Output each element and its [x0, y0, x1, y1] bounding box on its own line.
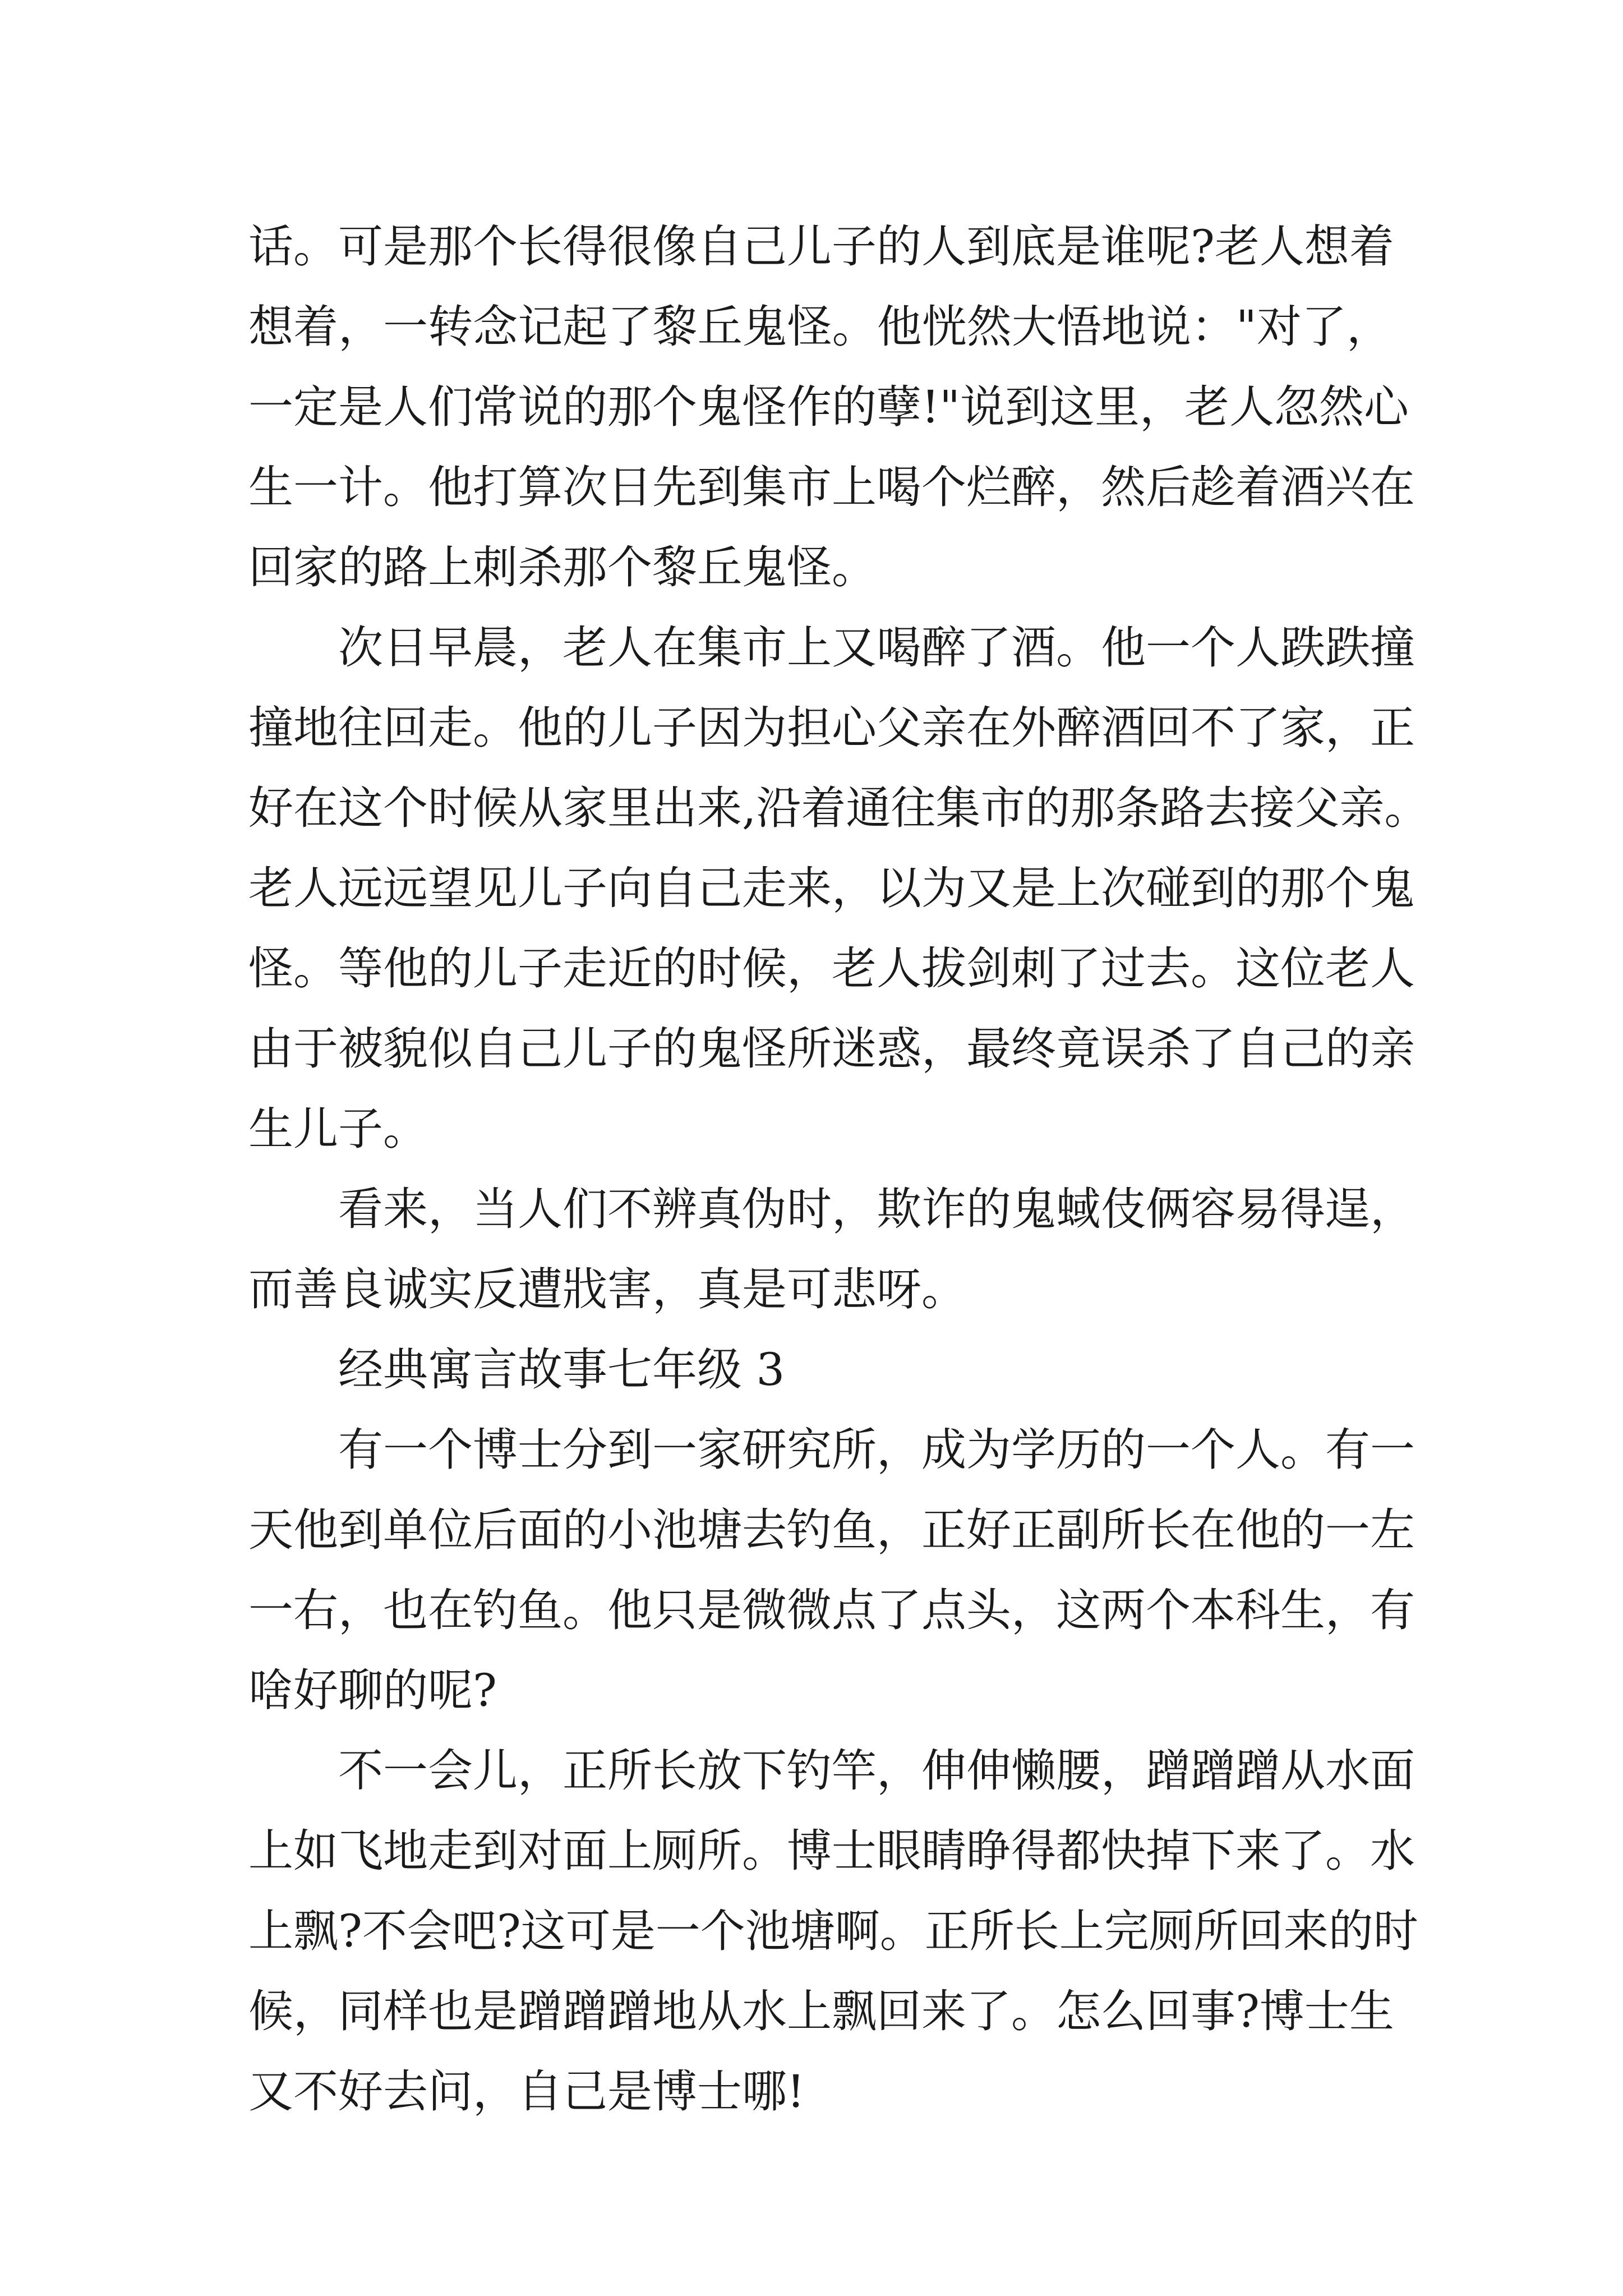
text-line: 天他到单位后面的小池塘去钓鱼，正好正副所长在他的一左 [248, 1504, 1415, 1556]
text-line: 想着，一转念记起了黎丘鬼怪。他恍然大悟地说："对了， [248, 301, 1391, 353]
text-line: 好在这个时候从家里出来,沿着通往集市的那条路去接父亲。 [248, 782, 1430, 834]
text-line: 上如飞地走到对面上厕所。博士眼睛睁得都快掉下来了。水 [248, 1825, 1415, 1877]
text-line: 生儿子。 [248, 1103, 428, 1155]
text-line: 怪。等他的儿子走近的时候，老人拔剑刺了过去。这位老人 [248, 942, 1415, 995]
text-line: 老人远远望见儿子向自己走来，以为又是上次碰到的那个鬼 [248, 862, 1415, 914]
paragraph-first-line: 有一个博士分到一家研究所，成为学历的一个人。有一 [338, 1424, 1415, 1476]
paragraph-first-line: 次日早晨，老人在集市上又喝醉了酒。他一个人跌跌撞 [338, 622, 1415, 674]
paragraph-first-line: 不一会儿，正所长放下钓竿，伸伸懒腰，蹭蹭蹭从水面 [338, 1745, 1415, 1797]
text-line: 一定是人们常说的那个鬼怪作的孽!"说到这里，老人忽然心 [248, 381, 1409, 433]
text-line: 生一计。他打算次日先到集市上喝个烂醉，然后趁着酒兴在 [248, 461, 1415, 513]
text-line: 撞地往回走。他的儿子因为担心父亲在外醉酒回不了家，正 [248, 702, 1415, 754]
text-line: 回家的路上刺杀那个黎丘鬼怪。 [248, 541, 877, 593]
text-line: 候，同样也是蹭蹭蹭地从水上飘回来了。怎么回事?博士生 [248, 1985, 1394, 2037]
section-heading: 经典寓言故事七年级 3 [338, 1343, 785, 1396]
text-line: 又不好去问，自己是博士哪! [248, 2065, 805, 2118]
text-line: 而善良诚实反遭戕害，真是可悲呀。 [248, 1263, 966, 1315]
text-line: 话。可是那个长得很像自己儿子的人到底是谁呢?老人想着 [248, 220, 1394, 273]
text-line: 一右，也在钓鱼。他只是微微点了点头，这两个本科生，有 [248, 1584, 1415, 1636]
text-line: 上飘?不会吧?这可是一个池塘啊。正所长上完厕所回来的时 [248, 1905, 1418, 1957]
paragraph-first-line: 看来，当人们不辨真伪时，欺诈的鬼蜮伎俩容易得逞， [338, 1183, 1415, 1235]
text-line: 由于被貌似自己儿子的鬼怪所迷惑，最终竟误杀了自己的亲 [248, 1023, 1415, 1075]
document-body [248, 206, 1430, 2132]
text-line: 啥好聊的呢? [248, 1664, 497, 1717]
